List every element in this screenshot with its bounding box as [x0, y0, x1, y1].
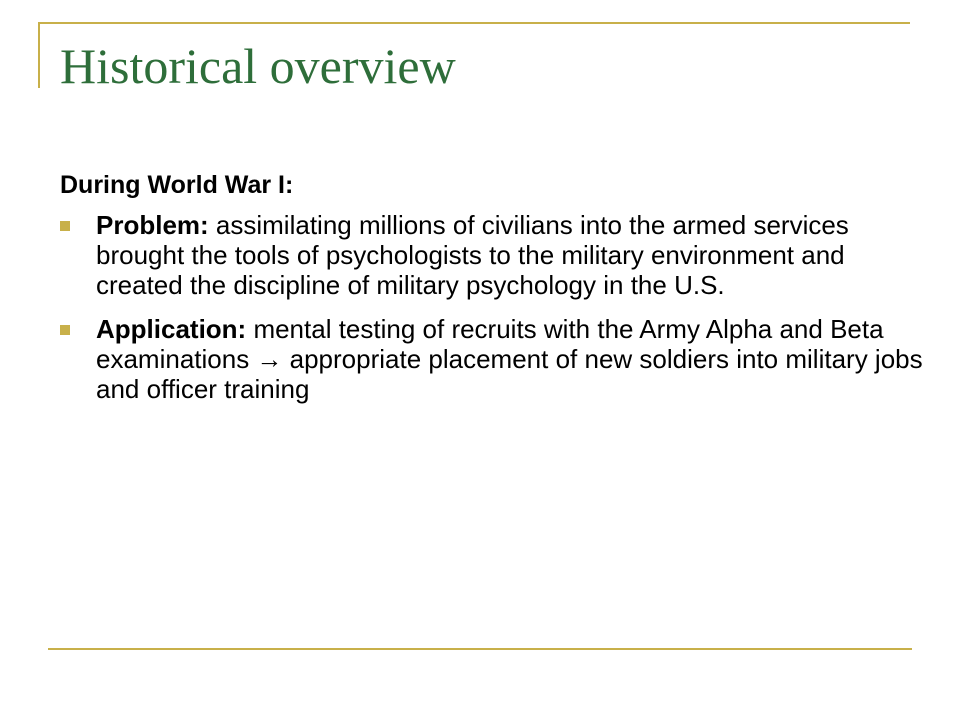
frame-top-line	[38, 22, 910, 24]
slide-content	[60, 170, 923, 418]
bullet-list	[60, 210, 923, 404]
bullet-label: Application:	[96, 314, 247, 344]
bullet-text: assimilating millions of civilians into the armed services brought the tools of psychologists to the military environment and created the discipline of military psychology in the U.S.	[96, 210, 849, 300]
bullet-text: mental testing of recruits with the Army Alpha and Beta examinations → appropriate placement of new soldiers into military jobs and officer training	[96, 314, 923, 404]
bullet-label: Problem:	[96, 210, 209, 240]
square-bullet-icon	[60, 325, 70, 335]
bullet-problem	[60, 210, 926, 300]
frame-bottom-line	[48, 648, 912, 650]
slide-title: Historical overview	[60, 38, 456, 94]
bullet-application	[60, 314, 926, 404]
square-bullet-icon	[60, 221, 70, 231]
frame-left-line	[38, 22, 40, 88]
section-heading: During World War I:	[60, 171, 294, 199]
